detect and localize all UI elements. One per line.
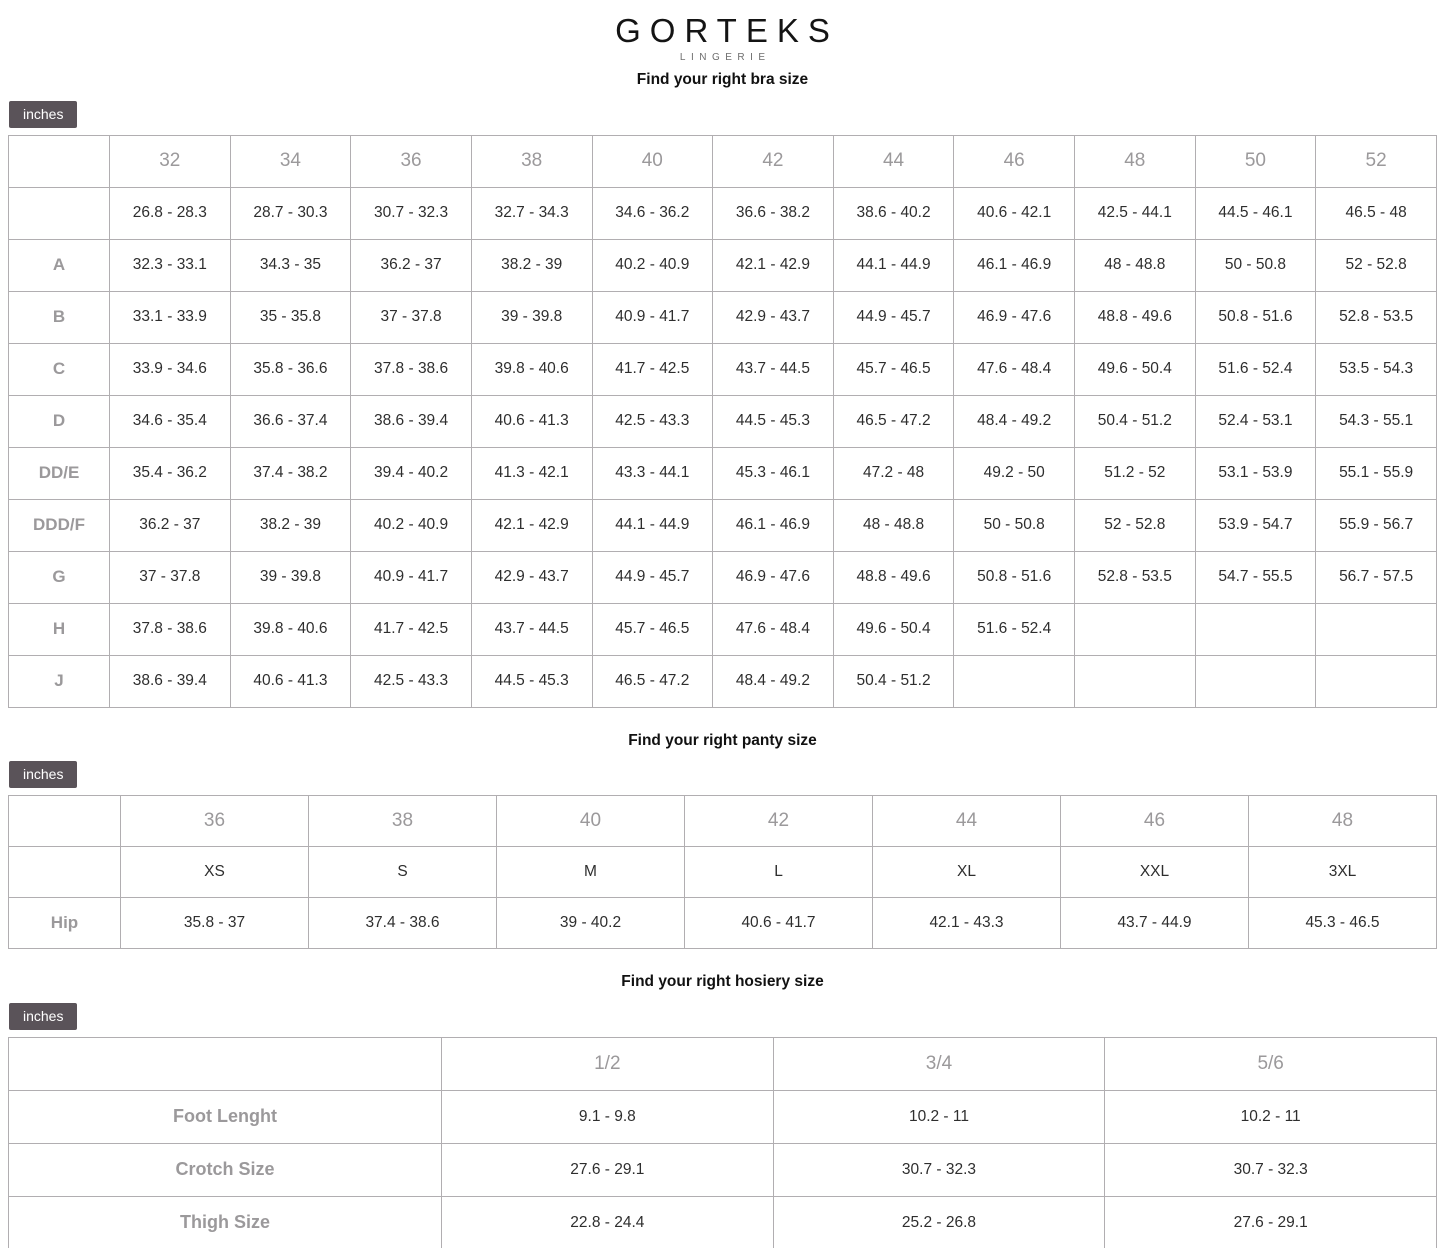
panty-hip-cell: 45.3 - 46.5 <box>1249 898 1437 949</box>
bra-size-cell: 47.2 - 48 <box>833 447 954 499</box>
bra-size-cell: 41.7 - 42.5 <box>351 603 472 655</box>
bra-row <box>9 499 1437 551</box>
bra-size-cell: 42.1 - 42.9 <box>713 239 834 291</box>
bra-size-cell: 56.7 - 57.5 <box>1316 551 1437 603</box>
panty-size-label: M <box>497 847 685 898</box>
bra-size-cell: 40.9 - 41.7 <box>592 291 713 343</box>
bra-size-cell: 50.4 - 51.2 <box>1075 395 1196 447</box>
bra-size-cell: 48 - 48.8 <box>1075 239 1196 291</box>
bra-size-cell: 49.2 - 50 <box>954 447 1075 499</box>
bra-size-cell: 40.2 - 40.9 <box>592 239 713 291</box>
panty-header-row <box>9 796 1437 847</box>
bra-size-cell: 40.9 - 41.7 <box>351 551 472 603</box>
hosiery-row <box>9 1196 1437 1248</box>
bra-col-header: 36 <box>351 135 472 187</box>
brand-subtitle: LINGERIE <box>679 51 771 63</box>
hosiery-size-cell: 30.7 - 32.3 <box>773 1143 1105 1196</box>
bra-size-cell: 53.9 - 54.7 <box>1195 499 1316 551</box>
hosiery-size-cell: 25.2 - 26.8 <box>773 1196 1105 1248</box>
bra-size-cell: 38.6 - 39.4 <box>110 655 231 707</box>
bra-col-header: 38 <box>471 135 592 187</box>
bra-size-cell: 43.7 - 44.5 <box>471 603 592 655</box>
bra-size-cell: 50.8 - 51.6 <box>954 551 1075 603</box>
bra-size-cell: 42.5 - 44.1 <box>1075 187 1196 239</box>
bra-size-cell: 46.1 - 46.9 <box>954 239 1075 291</box>
hosiery-col-header: 5/6 <box>1105 1037 1437 1090</box>
panty-size-label: S <box>309 847 497 898</box>
bra-row-label: D <box>9 395 110 447</box>
hosiery-size-cell: 30.7 - 32.3 <box>1105 1143 1437 1196</box>
panty-hip-cell: 43.7 - 44.9 <box>1061 898 1249 949</box>
hosiery-corner-cell <box>9 1037 442 1090</box>
bra-size-cell: 45.3 - 46.1 <box>713 447 834 499</box>
panty-size-label: 3XL <box>1249 847 1437 898</box>
bra-size-cell: 53.1 - 53.9 <box>1195 447 1316 499</box>
panty-sizes-empty-cell <box>9 847 121 898</box>
bra-size-cell: 40.6 - 41.3 <box>471 395 592 447</box>
bra-size-cell: 43.3 - 44.1 <box>592 447 713 499</box>
bra-units-button[interactable]: inches <box>9 101 77 128</box>
bra-size-cell: 46.1 - 46.9 <box>713 499 834 551</box>
bra-row <box>9 291 1437 343</box>
bra-size-cell: 44.9 - 45.7 <box>592 551 713 603</box>
bra-row-label: DD/E <box>9 447 110 499</box>
bra-size-cell: 40.6 - 41.3 <box>230 655 351 707</box>
bra-size-cell: 44.5 - 46.1 <box>1195 187 1316 239</box>
bra-row-label <box>9 187 110 239</box>
panty-units-button[interactable]: inches <box>9 761 77 788</box>
bra-size-cell: 35 - 35.8 <box>230 291 351 343</box>
bra-size-cell: 40.2 - 40.9 <box>351 499 472 551</box>
bra-size-cell: 53.5 - 54.3 <box>1316 343 1437 395</box>
hosiery-row-label: Foot Lenght <box>9 1090 442 1143</box>
bra-size-cell: 49.6 - 50.4 <box>833 603 954 655</box>
bra-size-cell: 48.4 - 49.2 <box>954 395 1075 447</box>
bra-col-header: 40 <box>592 135 713 187</box>
hosiery-size-cell: 9.1 - 9.8 <box>442 1090 774 1143</box>
bra-size-cell: 35.4 - 36.2 <box>110 447 231 499</box>
bra-size-cell: 34.6 - 36.2 <box>592 187 713 239</box>
panty-col-header: 44 <box>873 796 1061 847</box>
bra-size-cell: 55.9 - 56.7 <box>1316 499 1437 551</box>
hosiery-row <box>9 1090 1437 1143</box>
bra-size-cell: 36.2 - 37 <box>351 239 472 291</box>
bra-row <box>9 187 1437 239</box>
bra-size-cell: 44.1 - 44.9 <box>592 499 713 551</box>
panty-col-header: 48 <box>1249 796 1437 847</box>
bra-size-cell: 41.3 - 42.1 <box>471 447 592 499</box>
bra-size-cell: 52.4 - 53.1 <box>1195 395 1316 447</box>
hosiery-col-header: 1/2 <box>442 1037 774 1090</box>
bra-size-cell: 46.9 - 47.6 <box>954 291 1075 343</box>
bra-size-cell: 32.7 - 34.3 <box>471 187 592 239</box>
panty-col-header: 36 <box>121 796 309 847</box>
panty-hip-label: Hip <box>9 898 121 949</box>
brand-name: GORTEKS <box>615 12 839 49</box>
bra-size-cell: 26.8 - 28.3 <box>110 187 231 239</box>
bra-size-cell: 39 - 39.8 <box>471 291 592 343</box>
bra-row <box>9 239 1437 291</box>
panty-size-label: L <box>685 847 873 898</box>
bra-row-label: B <box>9 291 110 343</box>
hosiery-units-button[interactable]: inches <box>9 1003 77 1030</box>
bra-size-cell: 42.9 - 43.7 <box>471 551 592 603</box>
bra-size-cell: 42.9 - 43.7 <box>713 291 834 343</box>
bra-size-cell: 37 - 37.8 <box>351 291 472 343</box>
bra-row <box>9 447 1437 499</box>
hosiery-row-label: Thigh Size <box>9 1196 442 1248</box>
bra-size-cell: 34.6 - 35.4 <box>110 395 231 447</box>
bra-size-cell: 37.8 - 38.6 <box>110 603 231 655</box>
panty-col-header: 46 <box>1061 796 1249 847</box>
panty-hip-row <box>9 898 1437 949</box>
bra-size-cell: 48.8 - 49.6 <box>833 551 954 603</box>
bra-size-cell: 32.3 - 33.1 <box>110 239 231 291</box>
panty-section-title: Find your right panty size <box>628 731 817 749</box>
bra-size-cell: 50 - 50.8 <box>1195 239 1316 291</box>
bra-row-label: H <box>9 603 110 655</box>
bra-size-cell: 44.5 - 45.3 <box>713 395 834 447</box>
bra-header-row <box>9 135 1437 187</box>
bra-col-header: 48 <box>1075 135 1196 187</box>
bra-size-cell: 44.1 - 44.9 <box>833 239 954 291</box>
bra-size-cell: 36.6 - 38.2 <box>713 187 834 239</box>
panty-hip-cell: 35.8 - 37 <box>121 898 309 949</box>
bra-size-cell: 38.6 - 40.2 <box>833 187 954 239</box>
bra-size-cell: 37.4 - 38.2 <box>230 447 351 499</box>
bra-row-label: C <box>9 343 110 395</box>
bra-col-header: 46 <box>954 135 1075 187</box>
bra-size-cell: 54.3 - 55.1 <box>1316 395 1437 447</box>
bra-size-cell: 50.4 - 51.2 <box>833 655 954 707</box>
bra-size-cell: 43.7 - 44.5 <box>713 343 834 395</box>
bra-size-cell: 47.6 - 48.4 <box>713 603 834 655</box>
bra-size-cell: 39.8 - 40.6 <box>230 603 351 655</box>
bra-size-cell: 38.2 - 39 <box>230 499 351 551</box>
panty-hip-cell: 42.1 - 43.3 <box>873 898 1061 949</box>
bra-size-cell: 39.8 - 40.6 <box>471 343 592 395</box>
bra-size-cell: 35.8 - 36.6 <box>230 343 351 395</box>
bra-size-cell: 36.6 - 37.4 <box>230 395 351 447</box>
panty-col-header: 42 <box>685 796 873 847</box>
bra-size-cell: 37 - 37.8 <box>110 551 231 603</box>
bra-size-cell: 36.2 - 37 <box>110 499 231 551</box>
panty-sizes-row <box>9 847 1437 898</box>
bra-size-cell: 52 - 52.8 <box>1316 239 1437 291</box>
bra-corner-cell <box>9 135 110 187</box>
hosiery-size-cell: 10.2 - 11 <box>1105 1090 1437 1143</box>
panty-hip-cell: 37.4 - 38.6 <box>309 898 497 949</box>
panty-hip-cell: 40.6 - 41.7 <box>685 898 873 949</box>
bra-col-header: 52 <box>1316 135 1437 187</box>
bra-size-cell: 51.2 - 52 <box>1075 447 1196 499</box>
bra-col-header: 32 <box>110 135 231 187</box>
bra-size-cell <box>1316 655 1437 707</box>
bra-size-cell: 50.8 - 51.6 <box>1195 291 1316 343</box>
hosiery-section-title: Find your right hosiery size <box>621 973 824 991</box>
hosiery-header-row <box>9 1037 1437 1090</box>
bra-size-cell <box>1195 603 1316 655</box>
bra-size-cell: 48.8 - 49.6 <box>1075 291 1196 343</box>
bra-size-cell: 45.7 - 46.5 <box>833 343 954 395</box>
hosiery-col-header: 3/4 <box>773 1037 1105 1090</box>
bra-row-label: G <box>9 551 110 603</box>
bra-row <box>9 551 1437 603</box>
bra-size-cell: 52 - 52.8 <box>1075 499 1196 551</box>
brand-logo <box>0 0 1445 63</box>
bra-size-cell: 52.8 - 53.5 <box>1316 291 1437 343</box>
hosiery-size-cell: 27.6 - 29.1 <box>1105 1196 1437 1248</box>
panty-col-header: 38 <box>309 796 497 847</box>
bra-size-cell <box>1195 655 1316 707</box>
hosiery-size-table <box>8 1037 1437 1248</box>
hosiery-row <box>9 1143 1437 1196</box>
bra-size-cell: 51.6 - 52.4 <box>1195 343 1316 395</box>
bra-row <box>9 343 1437 395</box>
bra-size-cell: 45.7 - 46.5 <box>592 603 713 655</box>
bra-col-header: 44 <box>833 135 954 187</box>
bra-row <box>9 395 1437 447</box>
bra-size-cell: 38.2 - 39 <box>471 239 592 291</box>
bra-size-cell: 42.5 - 43.3 <box>592 395 713 447</box>
panty-size-table <box>8 795 1437 949</box>
bra-size-cell <box>1075 655 1196 707</box>
bra-size-cell: 51.6 - 52.4 <box>954 603 1075 655</box>
bra-size-cell: 48 - 48.8 <box>833 499 954 551</box>
bra-size-cell: 39 - 39.8 <box>230 551 351 603</box>
bra-size-cell: 55.1 - 55.9 <box>1316 447 1437 499</box>
hosiery-size-cell: 27.6 - 29.1 <box>442 1143 774 1196</box>
bra-size-cell: 41.7 - 42.5 <box>592 343 713 395</box>
bra-size-cell <box>1316 603 1437 655</box>
bra-size-cell: 30.7 - 32.3 <box>351 187 472 239</box>
bra-row-label: DDD/F <box>9 499 110 551</box>
bra-col-header: 50 <box>1195 135 1316 187</box>
bra-size-cell: 48.4 - 49.2 <box>713 655 834 707</box>
bra-size-cell: 38.6 - 39.4 <box>351 395 472 447</box>
panty-hip-cell: 39 - 40.2 <box>497 898 685 949</box>
bra-size-cell: 44.5 - 45.3 <box>471 655 592 707</box>
bra-size-table <box>8 135 1437 708</box>
bra-size-cell <box>954 655 1075 707</box>
bra-size-cell: 33.1 - 33.9 <box>110 291 231 343</box>
bra-size-cell: 28.7 - 30.3 <box>230 187 351 239</box>
bra-size-cell: 52.8 - 53.5 <box>1075 551 1196 603</box>
bra-row-label: A <box>9 239 110 291</box>
bra-size-cell: 46.9 - 47.6 <box>713 551 834 603</box>
hosiery-row-label: Crotch Size <box>9 1143 442 1196</box>
bra-size-cell: 37.8 - 38.6 <box>351 343 472 395</box>
panty-col-header: 40 <box>497 796 685 847</box>
bra-size-cell: 42.5 - 43.3 <box>351 655 472 707</box>
bra-size-cell: 34.3 - 35 <box>230 239 351 291</box>
bra-size-cell: 46.5 - 47.2 <box>592 655 713 707</box>
hosiery-size-cell: 10.2 - 11 <box>773 1090 1105 1143</box>
bra-row <box>9 655 1437 707</box>
bra-size-cell: 49.6 - 50.4 <box>1075 343 1196 395</box>
bra-size-cell: 40.6 - 42.1 <box>954 187 1075 239</box>
bra-col-header: 42 <box>713 135 834 187</box>
bra-row <box>9 603 1437 655</box>
bra-size-cell: 54.7 - 55.5 <box>1195 551 1316 603</box>
bra-size-cell: 39.4 - 40.2 <box>351 447 472 499</box>
bra-size-cell: 42.1 - 42.9 <box>471 499 592 551</box>
bra-size-cell: 50 - 50.8 <box>954 499 1075 551</box>
bra-size-cell <box>1075 603 1196 655</box>
bra-size-cell: 33.9 - 34.6 <box>110 343 231 395</box>
panty-size-label: XS <box>121 847 309 898</box>
bra-row-label: J <box>9 655 110 707</box>
bra-size-cell: 46.5 - 48 <box>1316 187 1437 239</box>
bra-size-cell: 44.9 - 45.7 <box>833 291 954 343</box>
panty-corner-cell <box>9 796 121 847</box>
hosiery-size-cell: 22.8 - 24.4 <box>442 1196 774 1248</box>
panty-size-label: XL <box>873 847 1061 898</box>
bra-size-cell: 46.5 - 47.2 <box>833 395 954 447</box>
bra-section-title: Find your right bra size <box>636 70 809 88</box>
bra-size-cell: 47.6 - 48.4 <box>954 343 1075 395</box>
panty-size-label: XXL <box>1061 847 1249 898</box>
bra-col-header: 34 <box>230 135 351 187</box>
